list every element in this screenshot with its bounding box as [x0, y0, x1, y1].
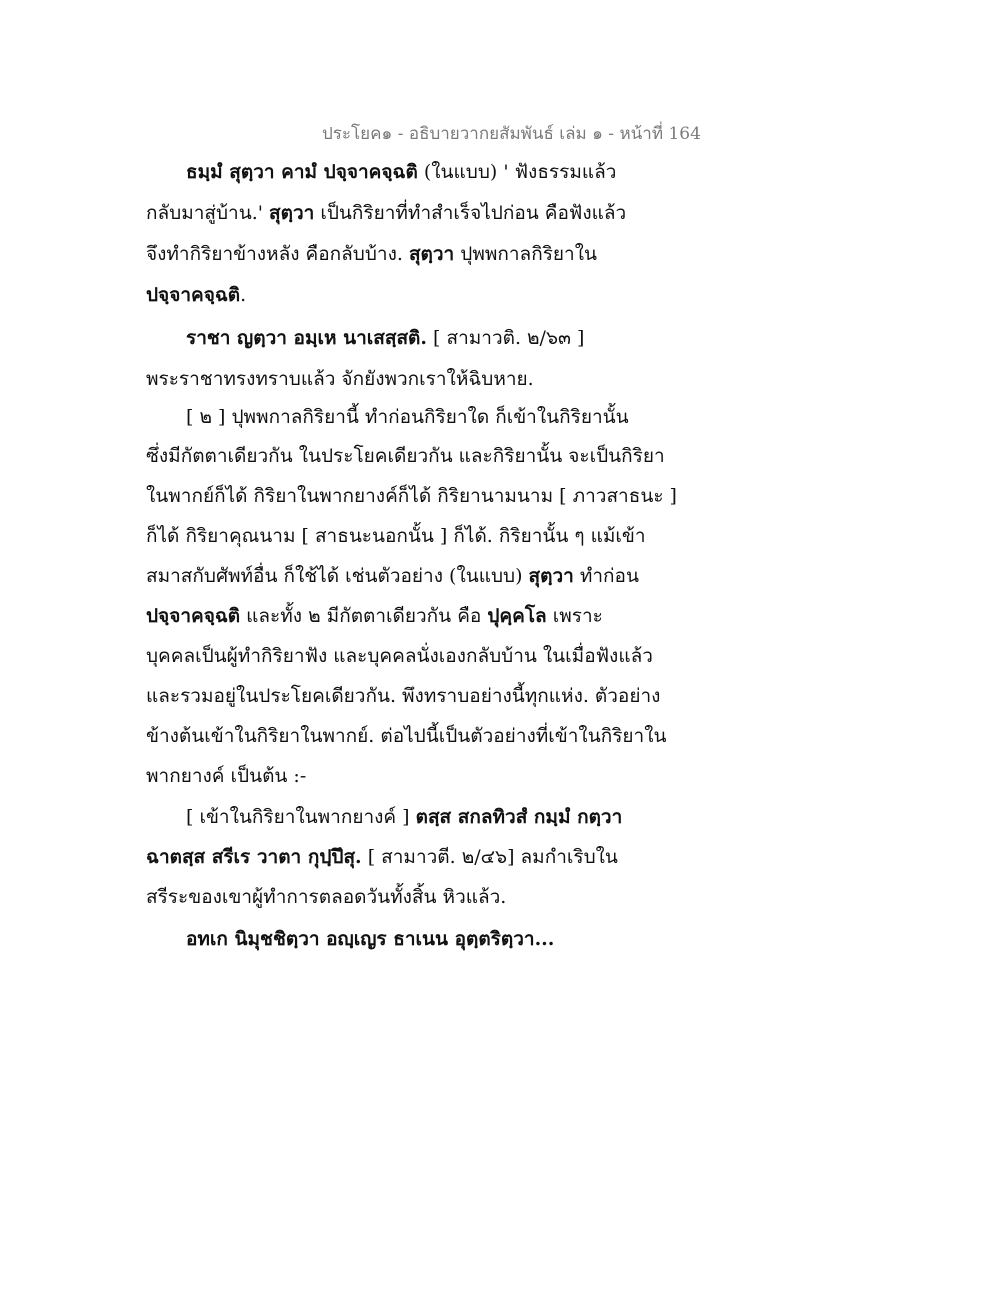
thai-text: (ในแบบ) ' ฟังธรรมแล้ว	[417, 161, 617, 183]
pali-term: สุตฺวา	[528, 565, 574, 587]
text-line-8	[146, 442, 665, 470]
thai-text: บุคคลเป็นผู้ทำกิริยาฟัง และบุคคลนั่งเองกลับบ้าน ในเมื่อฟังแล้ว	[146, 645, 653, 667]
thai-text: ทำก่อน	[573, 565, 639, 587]
pali-term: สุตฺวา	[408, 243, 455, 265]
running-header-text: ประโยค๑ - อธิบายวากยสัมพันธ์ เล่ม ๑ - หน้าที่ 164	[322, 124, 701, 144]
thai-text: และรวมอยู่ในประโยคเดียวกัน. พึงทราบอย่างนี้ทุกแห่ง. ตัวอย่าง	[146, 685, 661, 707]
text-line-5	[186, 324, 584, 352]
thai-text: สรีระของเขาผู้ทำการตลอดวันทั้งสิ้น หิวแล้ว.	[146, 886, 507, 908]
thai-text: [ สามาวตี. ๒/๔๖] ลมกำเริบใน	[361, 846, 618, 868]
text-line-2	[146, 199, 626, 227]
pali-term: ปจฺจาคจฺฉติ	[146, 605, 241, 627]
text-line-6	[146, 365, 534, 393]
text-line-1	[186, 158, 616, 186]
text-line-16	[146, 762, 306, 790]
text-line-14	[146, 682, 660, 710]
pali-phrase: ธมฺมํ สุตฺวา คามํ ปจฺจาคจฺฉติ	[186, 161, 418, 183]
text-line-20	[186, 925, 554, 953]
thai-text: .	[240, 284, 247, 306]
pali-phrase: ตสฺส สกลทิวสํ กมฺมํ กตฺวา	[415, 806, 623, 828]
thai-text: พากยางค์ เป็นต้น :-	[146, 765, 307, 787]
text-line-9	[146, 482, 677, 510]
text-line-3	[146, 240, 597, 268]
thai-text: ปุพพกาลกิริยาใน	[454, 243, 597, 265]
thai-text: ในพากย์ก็ได้ กิริยาในพากยางค์ก็ได้ กิริยานามนาม [ ภาวสาธนะ ]	[146, 485, 677, 507]
text-line-7	[186, 403, 629, 431]
pali-term: ปจฺจาคจฺฉติ	[146, 284, 241, 306]
pali-term: สุตฺวา	[269, 202, 315, 224]
pali-phrase: ราชา ญตฺวา อมฺเห นาเสสฺสติ.	[186, 327, 427, 349]
text-line-19	[146, 883, 506, 911]
thai-text: ซึ่งมีกัตตาเดียวกัน ในประโยคเดียวกัน และกิริยานั้น จะเป็นกิริยา	[146, 445, 665, 467]
text-line-13	[146, 642, 653, 670]
thai-text: กลับมาสู่บ้าน.'	[146, 202, 270, 224]
pali-phrase: ฉาตสฺส สรีเร วาตา กุปฺปึสุ.	[146, 846, 362, 868]
pali-phrase: อทเก นิมุชชิตฺวา อญฺเญร ธาเนน อุตฺตริตฺวา...	[186, 928, 555, 950]
thai-text: พระราชาทรงทราบแล้ว จักยังพวกเราให้ฉิบหาย.	[146, 368, 534, 390]
thai-text: และทั้ง ๒ มีกัตตาเดียวกัน คือ	[240, 605, 488, 627]
thai-text: สมาสกับศัพท์อื่น ก็ใช้ได้ เช่นตัวอย่าง (ในแบบ)	[146, 565, 529, 587]
text-line-15	[146, 722, 666, 750]
thai-text: จึงทำกิริยาข้างหลัง คือกลับบ้าง.	[146, 243, 409, 265]
thai-text: เป็นกิริยาที่ทำสำเร็จไปก่อน คือฟังแล้ว	[314, 202, 627, 224]
text-line-17	[186, 803, 622, 831]
text-line-12	[146, 602, 603, 630]
thai-text: ข้างต้นเข้าในกิริยาในพากย์. ต่อไปนี้เป็นตัวอย่างที่เข้าในกิริยาใน	[146, 725, 667, 747]
text-line-10	[146, 522, 646, 550]
text-line-18	[146, 843, 618, 871]
thai-text: ก็ได้ กิริยาคุณนาม [ สาธนะนอกนั้น ] ก็ได้. กิริยานั้น ๆ แม้เข้า	[146, 525, 646, 547]
pali-term: ปุคฺคโล	[487, 605, 547, 627]
text-line-4	[146, 281, 246, 309]
text-line-11	[146, 562, 639, 590]
thai-text: [ เข้าในกิริยาในพากยางค์ ]	[186, 806, 416, 828]
reference: [ สามาวติ. ๒/๖๓ ]	[427, 327, 585, 349]
thai-text: [ ๒ ] ปุพพกาลกิริยานี้ ทำก่อนกิริยาใด ก็เข้าในกิริยานั้น	[186, 406, 629, 428]
thai-text: เพราะ	[546, 605, 603, 627]
